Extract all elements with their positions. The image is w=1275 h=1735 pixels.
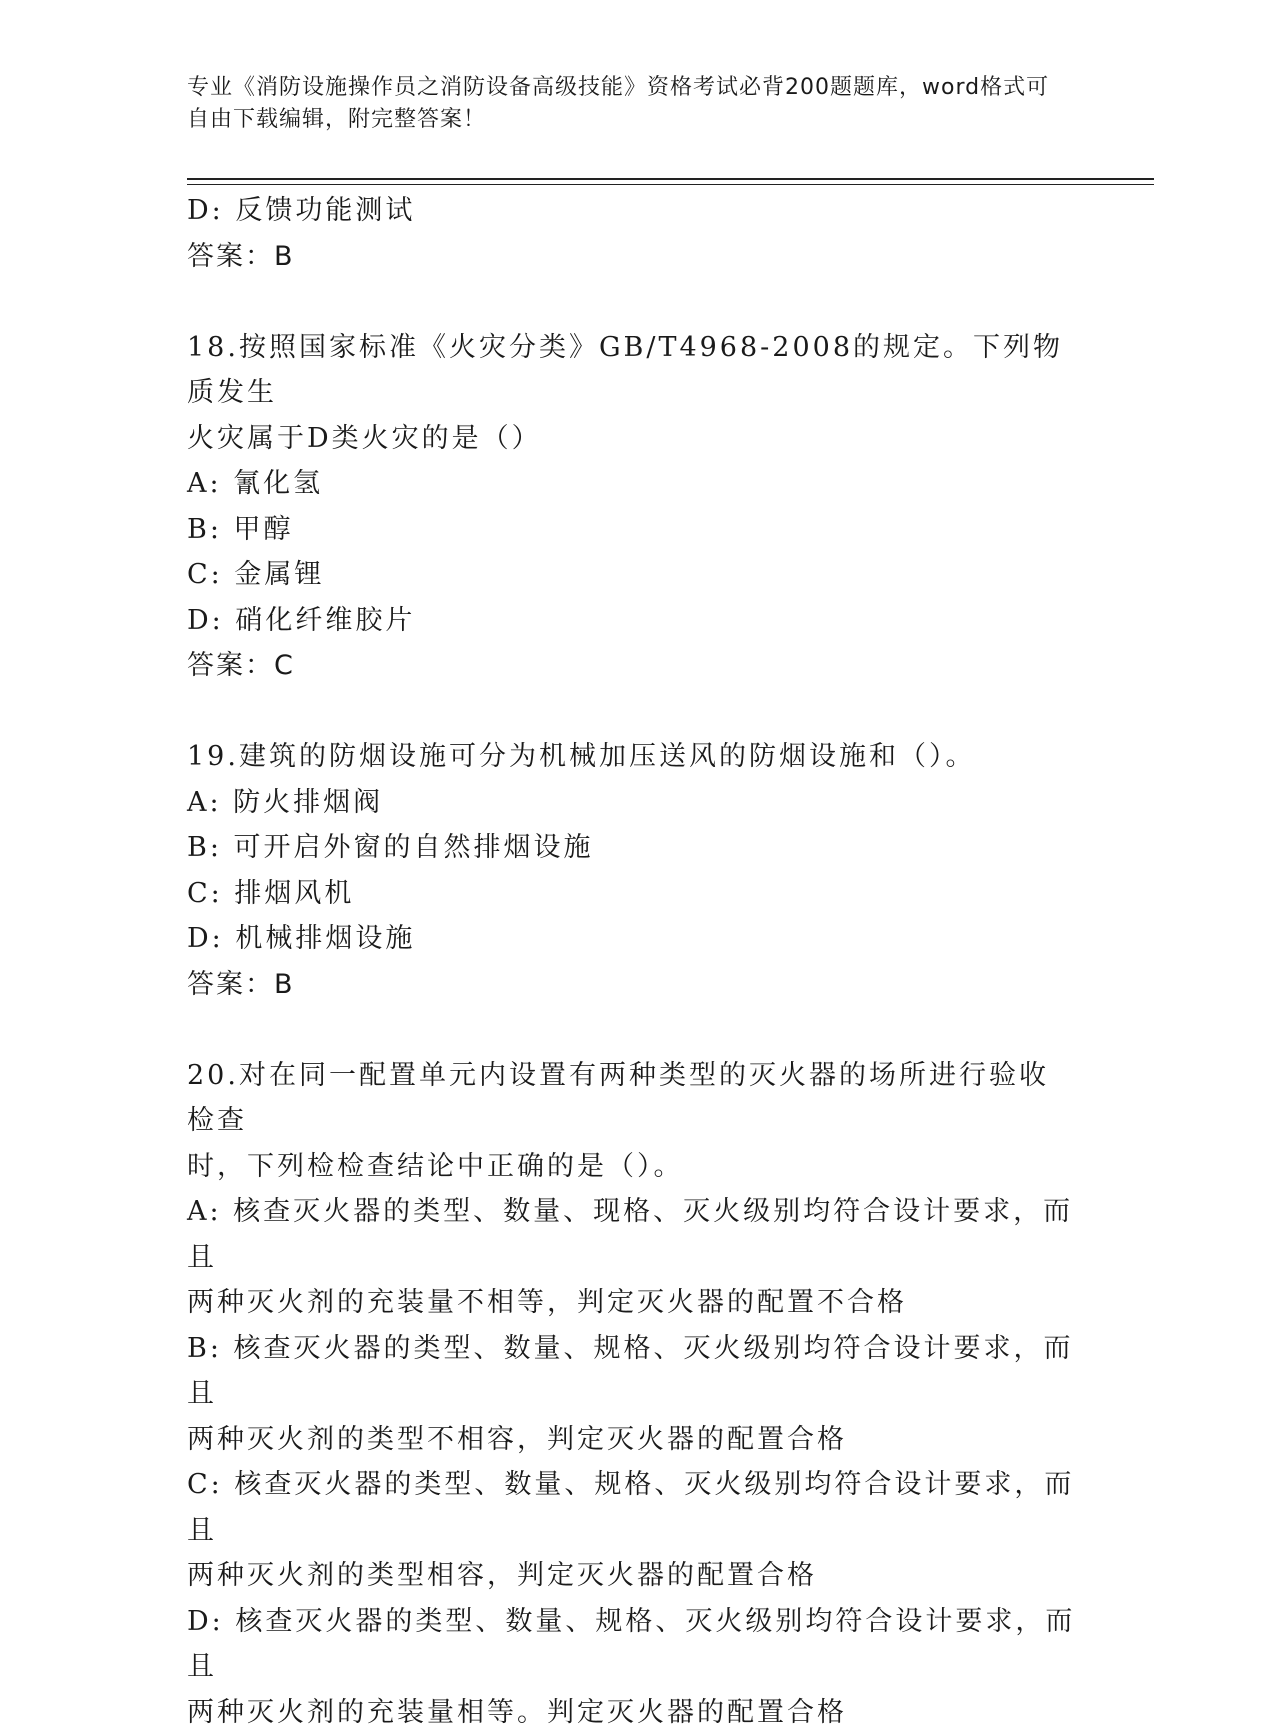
prev-answer: 答案：B: [187, 234, 1077, 280]
q18-option-c: C: 金属锂: [187, 552, 1077, 598]
q18-stem-line-2: 火灾属于D类火灾的是（）: [187, 416, 1077, 462]
q20-option-c-line-2: 两种灭火剂的类型相容，判定灭火器的配置合格: [187, 1553, 1077, 1599]
q20-option-b-line-2: 两种灭火剂的类型不相容，判定灭火器的配置合格: [187, 1417, 1077, 1463]
document-header: 专业《消防设施操作员之消防设备高级技能》资格考试必背200题题库，word格式可自由下载编辑，附完整答案！: [187, 72, 1067, 136]
spacer: [187, 1007, 1077, 1053]
q20-option-a-line-2: 两种灭火剂的充装量不相等，判定灭火器的配置不合格: [187, 1280, 1077, 1326]
header-rule-thick: [187, 178, 1154, 180]
q20-option-d-line-1: D: 核查灭火器的类型、数量、规格、灭火级别均符合设计要求，而且: [187, 1599, 1077, 1690]
q18-option-b: B: 甲醇: [187, 507, 1077, 553]
q20-option-a-line-1: A: 核查灭火器的类型、数量、现格、灭火级别均符合设计要求，而且: [187, 1189, 1077, 1280]
question-content: [187, 188, 1077, 1735]
header-rule-thin: [187, 184, 1154, 185]
spacer: [187, 279, 1077, 325]
q19-option-b: B: 可开启外窗的自然排烟设施: [187, 825, 1077, 871]
prev-option-d: D: 反馈功能测试: [187, 188, 1077, 234]
q20-stem-line-2: 时，下列检检查结论中正确的是（）。: [187, 1144, 1077, 1190]
spacer: [187, 689, 1077, 735]
q18-option-d: D: 硝化纤维胶片: [187, 598, 1077, 644]
q20-option-d-line-2: 两种灭火剂的充装量相等。判定灭火器的配置合格: [187, 1690, 1077, 1735]
q19-stem-line-1: 19.建筑的防烟设施可分为机械加压送风的防烟设施和（）。: [187, 734, 1077, 780]
q18-answer: 答案：C: [187, 643, 1077, 689]
q18-stem-line-1: 18.按照国家标准《火灾分类》GB/T4968-2008的规定。下列物质发生: [187, 325, 1077, 416]
q19-option-c: C: 排烟风机: [187, 871, 1077, 917]
q19-option-a: A: 防火排烟阀: [187, 780, 1077, 826]
q20-option-c-line-1: C: 核查灭火器的类型、数量、规格、灭火级别均符合设计要求，而且: [187, 1462, 1077, 1553]
q20-stem-line-1: 20.对在同一配置单元内设置有两种类型的灭火器的场所进行验收检查: [187, 1053, 1077, 1144]
q19-option-d: D: 机械排烟设施: [187, 916, 1077, 962]
q19-answer: 答案：B: [187, 962, 1077, 1008]
q18-option-a: A: 氰化氢: [187, 461, 1077, 507]
q20-option-b-line-1: B: 核查灭火器的类型、数量、规格、灭火级别均符合设计要求，而且: [187, 1326, 1077, 1417]
